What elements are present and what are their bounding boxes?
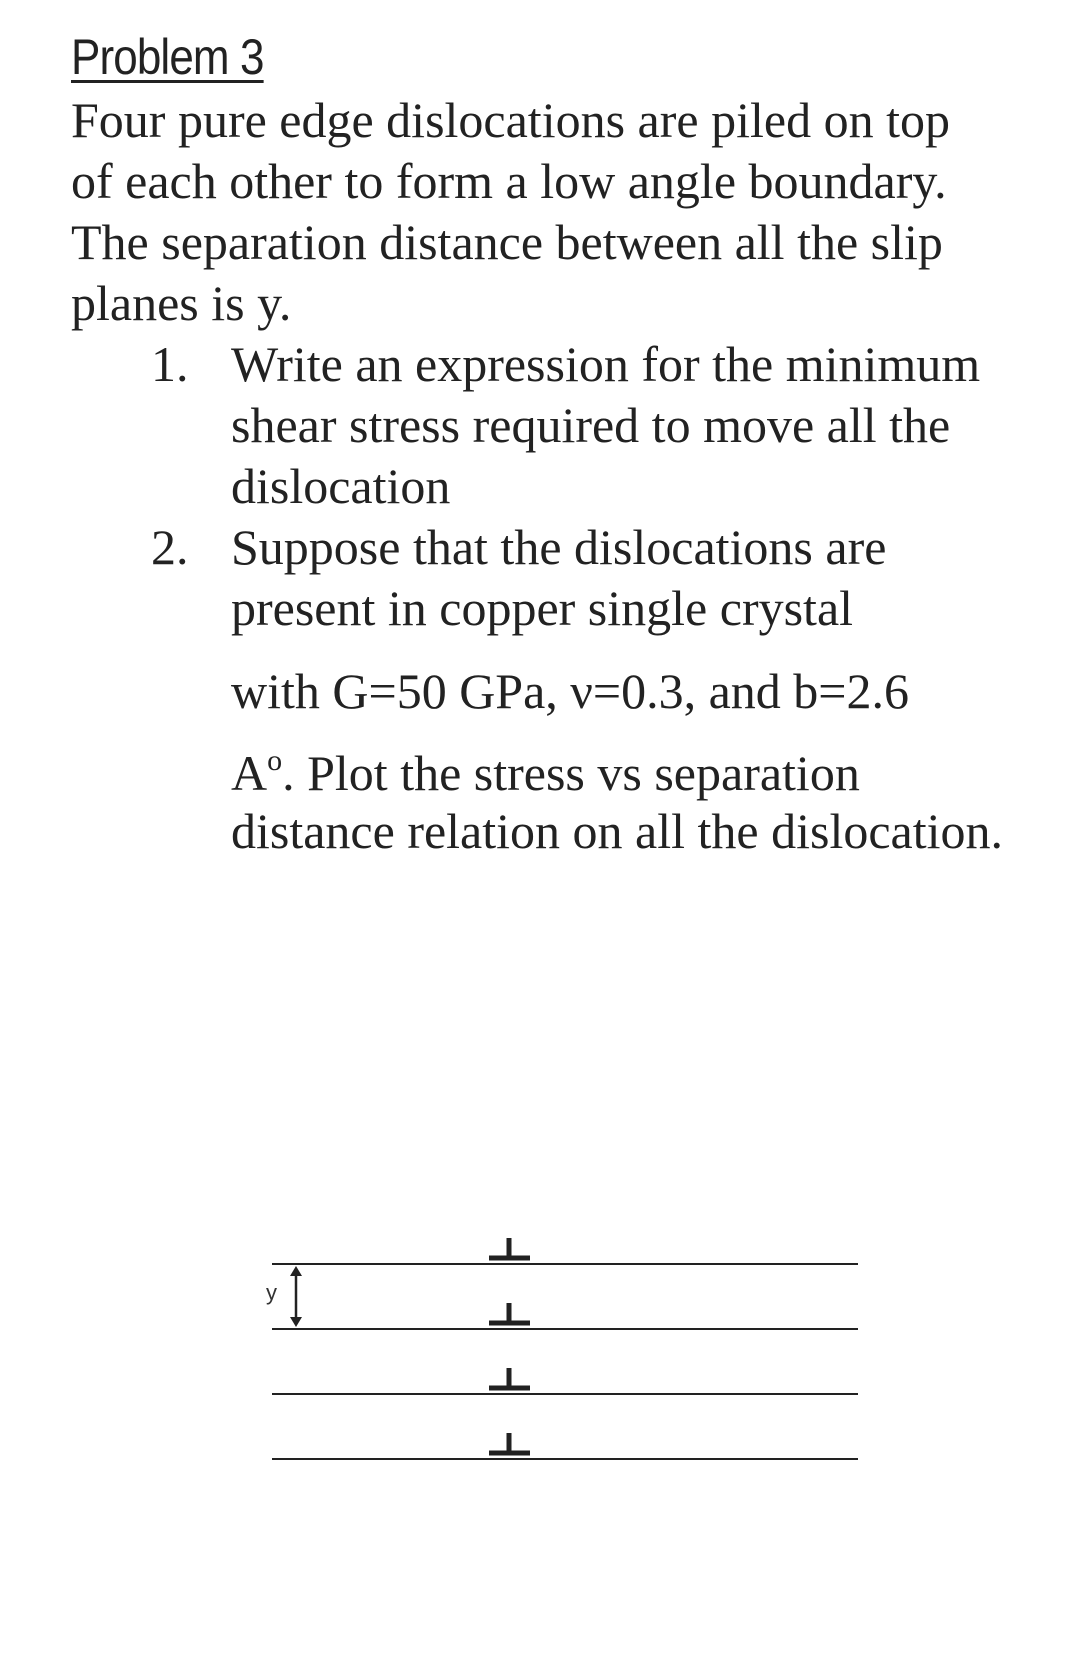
edge-dislocation-4 — [489, 1433, 530, 1453]
question-item-1 — [71, 334, 1031, 517]
spacing-label: y — [266, 1280, 277, 1305]
spacing-arrow — [290, 1266, 302, 1327]
dislocation-diagram — [0, 1220, 1080, 1480]
edge-dislocation-1 — [489, 1238, 530, 1258]
material-properties: with G=50 GPa, ν=0.3, and b=2.6 — [231, 663, 910, 719]
edge-dislocation-3 — [489, 1368, 530, 1388]
question-number: 2. — [151, 519, 189, 575]
question-text: Write an expression for the minimum shear stress required to move all the dislocation — [231, 336, 981, 514]
angstrom-letter: A — [231, 745, 268, 801]
question-text-part-c-rest: . Plot the stress vs separation distance relation on all the dislocation. — [231, 745, 1003, 859]
question-item-2 — [71, 517, 1031, 860]
question-list — [71, 334, 1031, 860]
angstrom-superscript: o — [267, 744, 283, 777]
question-text-part-a: Suppose that the dislocations are present in copper single crystal — [231, 519, 887, 636]
question-number: 1. — [151, 336, 189, 392]
paragraph-gap — [231, 639, 1031, 661]
question-text-part-c — [231, 744, 1031, 860]
edge-dislocation-2 — [489, 1303, 530, 1323]
problem-title: Problem 3 — [71, 29, 264, 85]
problem-intro: Four pure edge dislocations are piled on top of each other to form a low angle boundary. The separation distance between all the slip planes is y. — [71, 92, 950, 331]
problem-document — [71, 26, 1031, 860]
paragraph-gap — [231, 722, 1031, 744]
